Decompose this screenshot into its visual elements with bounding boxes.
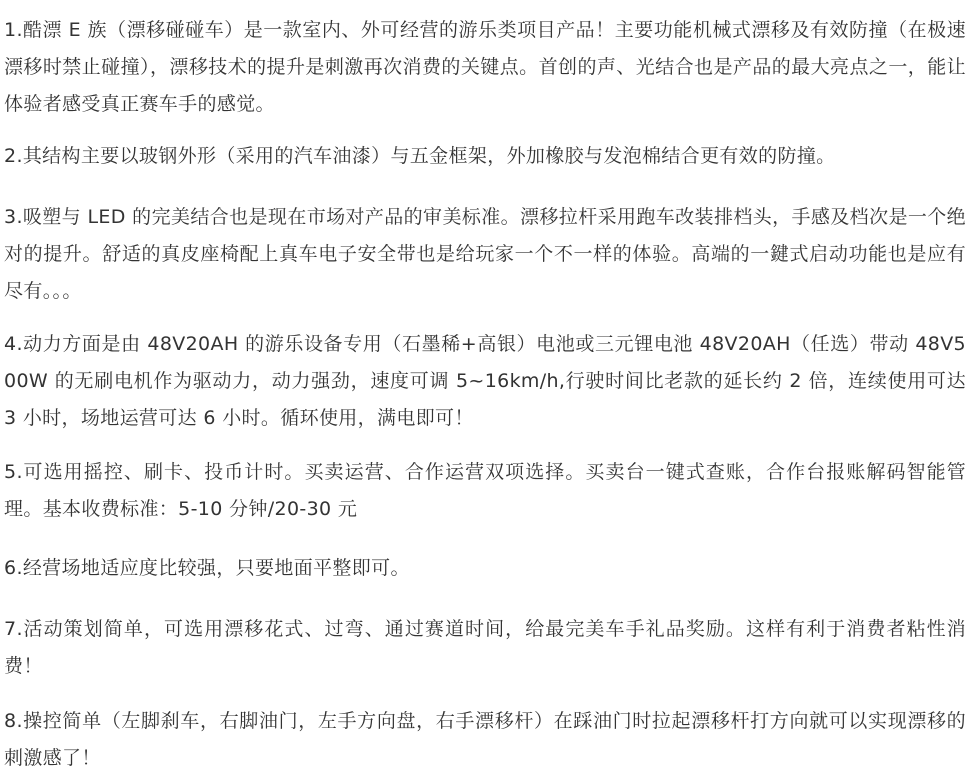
paragraph-4: 4.动力方面是由 48V20AH 的游乐设备专用（石墨稀+高银）电池或三元锂电池 48V20AH（任选）带动 48V500W 的无刷电机作为驱动力，动力强劲，速度可调 5~16km/h,行驶时间比老款的延长约 2 倍，连续使用可达 3 小时，场地运营可达 6 小时。循环使用，满电即可！ <box>4 333 966 429</box>
paragraph-1: 1.酷漂 E 族（漂移碰碰车）是一款室内、外可经营的游乐类项目产品！主要功能机械式漂移及有效防撞（在极速漂移时禁止碰撞），漂移技术的提升是刺激再次消费的关键点。首创的声、光结合也是产品的最大亮点之一，能让体验者感受真正赛车手的感觉。 <box>4 19 966 115</box>
paragraph-5: 5.可选用摇控、刷卡、投币计时。买卖运营、合作运营双项选择。买卖台一键式查账，合作台报账解码智能管理。基本收费标准：5-10 分钟/20-30 元 <box>4 461 966 520</box>
paragraph-2: 2.其结构主要以玻钢外形（采用的汽车油漆）与五金框架，外加橡胶与发泡棉结合更有效的防撞。 <box>4 145 836 167</box>
paragraph-7: 7.活动策划简单，可选用漂移花式、过弯、通过赛道时间，给最完美车手礼品奖励。这样有利于消费者粘性消费！ <box>4 618 966 677</box>
paragraph-8: 8.操控简单（左脚刹车，右脚油门，左手方向盘，右手漂移杆）在踩油门时拉起漂移杆打方向就可以实现漂移的刺激感了！ <box>4 710 966 769</box>
paragraph-3: 3.吸塑与 LED 的完美结合也是现在市场对产品的审美标准。漂移拉杆采用跑车改装排档头，手感及档次是一个绝对的提升。舒适的真皮座椅配上真车电子安全带也是给玩家一个不一样的体验。高端的一鍵式启动功能也是应有尽有。。。 <box>4 206 966 302</box>
paragraph-6: 6.经营场地适应度比较强，只要地面平整即可。 <box>4 557 410 579</box>
